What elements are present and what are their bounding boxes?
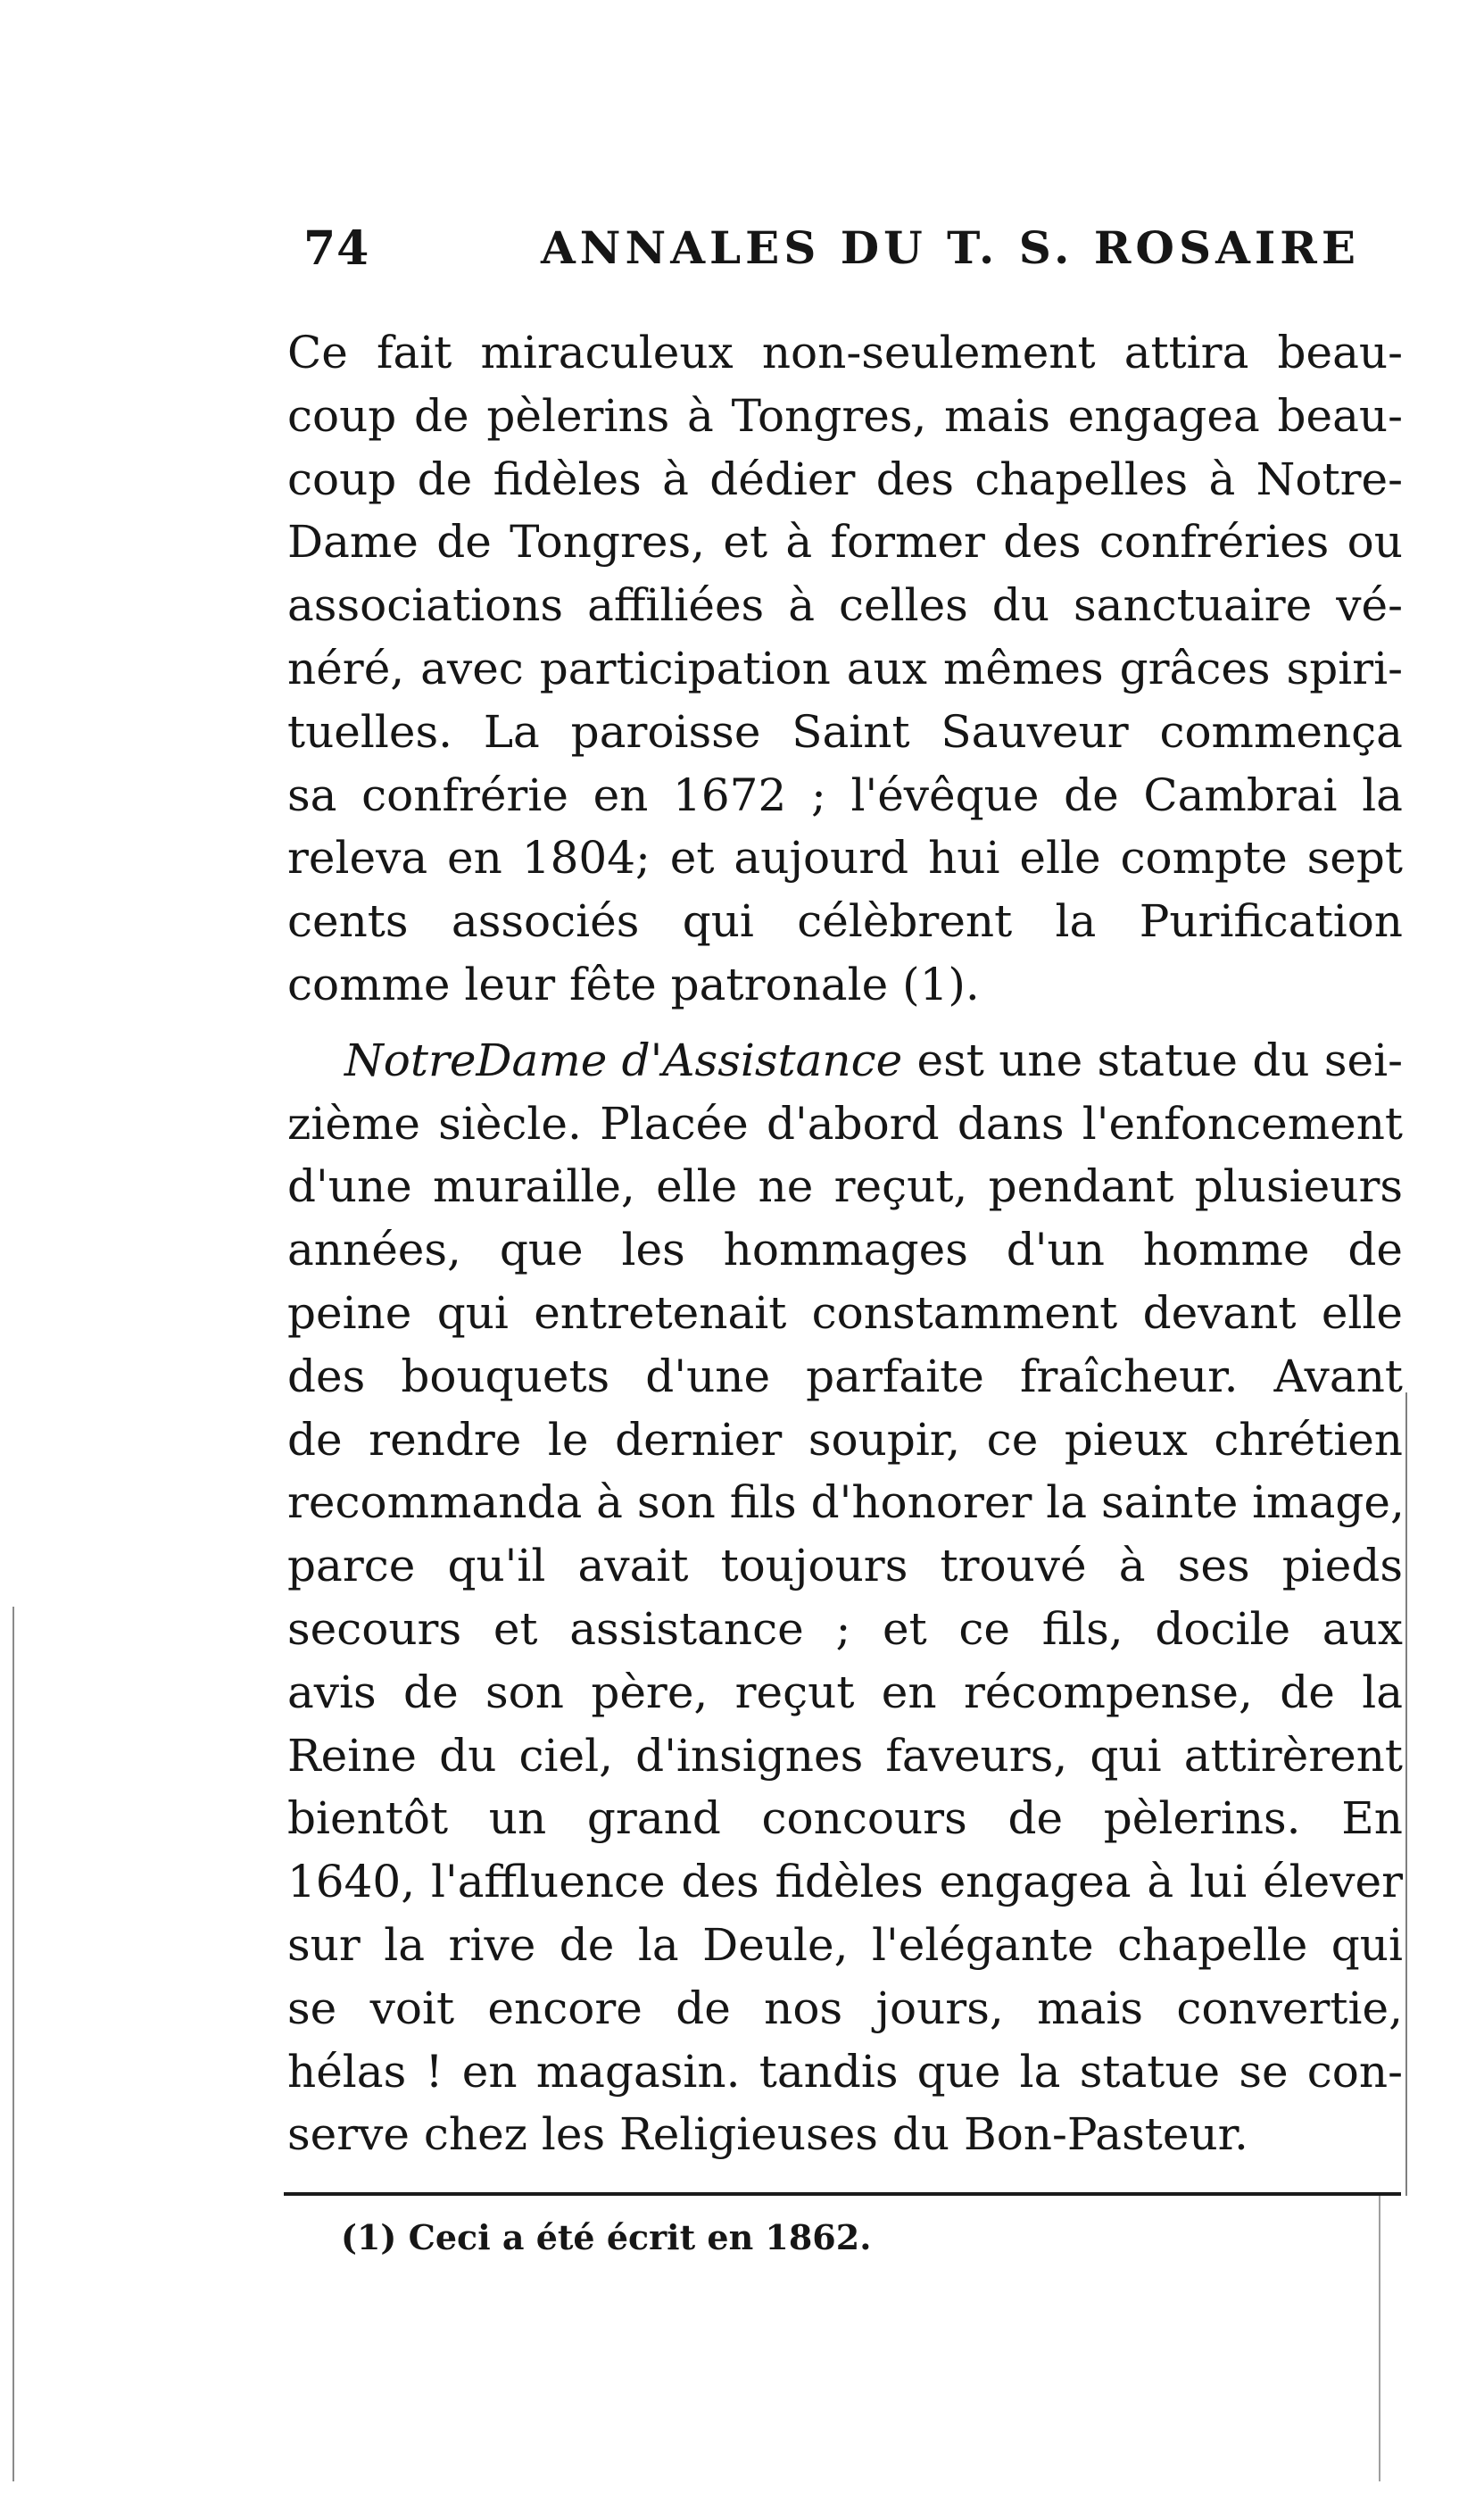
text-line: d'une muraille, elle ne reçut, pendant plusieurs <box>287 1160 1403 1213</box>
text-line: secours et assistance ; et ce fils, docile aux <box>287 1602 1403 1655</box>
text-line: coup de pèlerins à Tongres, mais engagea beau- <box>287 389 1403 442</box>
body-text <box>287 321 1403 2166</box>
text-line: sa confrérie en 1672 ; l'évêque de Cambrai la <box>287 769 1403 821</box>
binding-edge-mark <box>12 1607 14 2481</box>
text-line: parce qu'il avait toujours trouvé à ses pieds <box>287 1540 1403 1592</box>
text-line: de rendre le dernier soupir, ce pieux chrétien <box>287 1413 1403 1466</box>
text-line: peine qui entretenait constamment devant elle <box>287 1286 1403 1339</box>
text-line: comme leur fête patronale (1). <box>287 958 980 1010</box>
paragraph-gap <box>287 1017 1403 1029</box>
text-line: années, que les hommages d'un homme de <box>287 1224 1403 1276</box>
page-number: 74 <box>303 221 370 276</box>
text-fragment: est une statue du sei- <box>902 1034 1403 1086</box>
footnote-rule <box>284 2192 1401 2196</box>
text-line: coup de fidèles à dédier des chapelles à Notre- <box>287 453 1403 505</box>
text-line: Ce fait miraculeux non-seulement attira beau- <box>287 327 1403 378</box>
text-line: se voit encore de nos jours, mais convertie, <box>287 1982 1403 2034</box>
text-line: cents associés qui célèbrent la Purification <box>287 895 1403 948</box>
text-line: des bouquets d'une parfaite fraîcheur. Avant <box>287 1350 1403 1402</box>
text-line: sur la rive de la Deule, l'elégante chapelle qui <box>287 1918 1403 1971</box>
paragraph-1 <box>287 321 1403 1017</box>
text-line: associations affiliées à celles du sanctuaire vé- <box>287 579 1403 632</box>
page-header <box>303 221 1365 284</box>
text-line: hélas ! en magasin. tandis que la statue se con- <box>287 2045 1403 2098</box>
text-line: bientôt un grand concours de pèlerins. En <box>287 1792 1403 1845</box>
scan-edge-mark <box>1405 1392 1407 2196</box>
text-line: zième siècle. Placée d'abord dans l'enfoncement <box>287 1097 1403 1150</box>
text-line: tuelles. La paroisse Saint Sauveur commença <box>287 705 1403 758</box>
text-line: Dame de Tongres, et à former des confréries ou <box>287 516 1403 569</box>
text-line <box>287 1029 1403 1093</box>
text-line: 1640, l'affluence des fidèles engagea à lui élever <box>287 1856 1403 1908</box>
text-line: néré, avec participation aux mêmes grâces spiri- <box>287 642 1403 694</box>
text-line: Reine du ciel, d'insignes faveurs, qui attirèrent <box>287 1729 1403 1782</box>
text-line: avis de son père, reçut en récompense, de la <box>287 1666 1403 1718</box>
text-line: recommanda à son fils d'honorer la sainte image, <box>287 1476 1405 1529</box>
scan-edge-mark <box>1379 2196 1380 2481</box>
paragraph-2 <box>287 1029 1403 2166</box>
text-line: releva en 1804; et aujourd hui elle compte sept <box>287 832 1403 885</box>
text-line: serve chez les Religieuses du Bon-Pasteur. <box>287 2108 1248 2161</box>
italic-title: NotreDame d'Assistance <box>344 1034 903 1086</box>
footnote: (1) Ceci a été écrit en 1862. <box>341 2217 872 2257</box>
running-title: ANNALES DU T. S. ROSAIRE <box>541 221 1360 274</box>
